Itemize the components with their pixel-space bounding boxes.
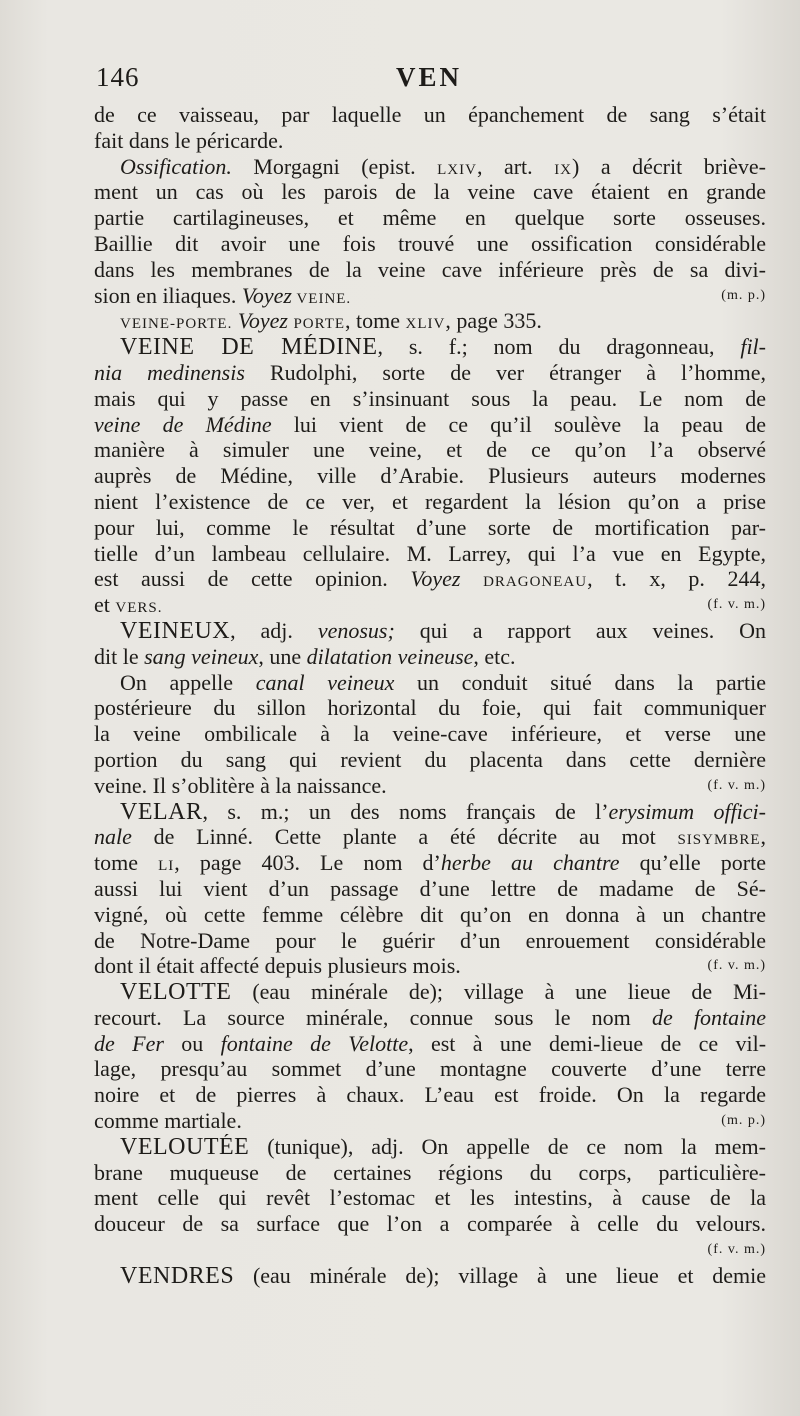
text-line — [94, 154, 766, 180]
text-line — [94, 1263, 766, 1289]
italic-text: de Fer — [94, 1030, 164, 1056]
text-run: On appelle — [120, 669, 256, 695]
text-line — [94, 386, 766, 412]
text-line — [94, 1134, 766, 1160]
text-line — [94, 1185, 766, 1211]
text-run: , une — [258, 643, 307, 669]
text-run: , — [760, 824, 766, 850]
entry-headword: VENDRES — [120, 1262, 235, 1289]
text-line — [94, 618, 766, 644]
text-run: , etc. — [473, 643, 516, 669]
text-run: (eau minérale de); village à une lieue et demie — [234, 1262, 766, 1288]
text-line — [94, 463, 766, 489]
italic-text: fil- — [740, 334, 766, 360]
text-line — [94, 773, 766, 799]
text-line — [94, 1108, 766, 1134]
text-run: lage, presqu’au sommet d’une montagne couverte d’une terre — [94, 1056, 766, 1082]
text-run: , tome — [345, 308, 406, 334]
text-run: fait dans le péricarde. — [94, 127, 284, 153]
italic-text: Ossification. — [120, 153, 232, 179]
author-initials: (f. v. m.) — [707, 777, 766, 793]
text-run: dont il était affecté depuis plusieurs mois. — [94, 953, 461, 979]
text-run: Baillie dit avoir une fois trouvé une ossification considérable — [94, 230, 766, 256]
italic-text: nale — [94, 824, 132, 850]
text-run: Morgagni (epist. — [231, 153, 438, 179]
text-line — [94, 953, 766, 979]
page-header — [96, 62, 768, 102]
text-line — [94, 1031, 766, 1057]
text-run: veine. Il s’oblitère à la naissance. — [94, 772, 387, 798]
text-line — [94, 1056, 766, 1082]
text-run: ment un cas où les parois de la veine cave étaient en grande — [94, 179, 766, 205]
text-line — [94, 334, 766, 360]
text-run: , art. — [476, 153, 555, 179]
entry-headword: VELAR — [120, 798, 203, 825]
text-line — [94, 695, 766, 721]
text-run: , t. x, p. 244, — [587, 566, 766, 592]
author-initials: (f. v. m.) — [707, 597, 766, 613]
text-line — [94, 1005, 766, 1031]
text-run: tielle d’un lambeau cellulaire. M. Larrey, qui l’a vue en Egypte, — [94, 540, 766, 566]
text-line — [94, 566, 766, 592]
text-line — [94, 102, 766, 128]
small-caps-reference: LXIV — [437, 161, 477, 178]
author-initials: (m. p.) — [721, 1113, 766, 1129]
text-run: ) a décrit briève- — [572, 153, 766, 179]
italic-text: herbe au chantre — [440, 850, 620, 876]
italic-text: Voyez — [410, 566, 461, 592]
text-run: un conduit situé dans la partie — [394, 669, 766, 695]
small-caps-reference: VEINE-PORTE. — [120, 316, 233, 333]
text-run: , adj. — [230, 617, 318, 643]
text-run: sion en iliaques. — [94, 282, 242, 308]
text-line — [94, 824, 766, 850]
text-line — [94, 928, 766, 954]
text-line — [94, 515, 766, 541]
italic-text: erysimum offici- — [608, 798, 766, 824]
text-line — [94, 876, 766, 902]
text-run: comme martiale. — [94, 1108, 242, 1134]
text-run: nient l’existence de ce ver, et regardent la lésion qu’on a prise — [94, 488, 766, 514]
text-run: ment celle qui revêt l’estomac et les intestins, à cause de la — [94, 1185, 766, 1211]
text-line — [94, 489, 766, 515]
text-line — [94, 412, 766, 438]
text-run: Rudolphi, sorte de ver étranger à l’homme, — [244, 359, 766, 385]
text-run: mais qui y passe en s’insinuant sous la peau. Le nom de — [94, 385, 766, 411]
text-line — [94, 283, 766, 309]
small-caps-reference: DRAGONEAU — [483, 574, 588, 591]
text-run: (eau minérale de); village à une lieue de Mi- — [231, 979, 766, 1005]
text-line — [94, 437, 766, 463]
small-caps-reference: PORTE — [293, 316, 346, 333]
text-run: de ce vaisseau, par laquelle un épanchement de sang s’était — [94, 102, 766, 127]
small-caps-reference: XLIV — [405, 316, 446, 333]
text-line — [94, 179, 766, 205]
italic-text: de fontaine — [651, 1004, 766, 1030]
italic-text: venosus; — [317, 617, 395, 643]
text-run: vigné, où cette femme célèbre dit qu’on en donna à un chantre — [94, 901, 766, 927]
text-run: est aussi de cette opinion. — [94, 566, 411, 592]
text-line — [94, 670, 766, 696]
entry-headword: VELOUTÉE — [120, 1133, 250, 1160]
text-run: de Linné. Cette plante a été décrite au mot — [131, 824, 678, 850]
text-run: qui a rapport aux veines. On — [394, 617, 766, 643]
text-run: qu’elle porte — [619, 850, 766, 876]
text-run: , s. f.; nom du dragonneau, — [377, 334, 741, 360]
text-line — [94, 205, 766, 231]
author-initials: (m. p.) — [721, 287, 766, 303]
text-run: aussi lui vient d’un passage d’une lettre de madame de Sé- — [94, 875, 766, 901]
text-line — [94, 799, 766, 825]
text-line — [94, 850, 766, 876]
author-initials: (f. v. m.) — [707, 1242, 766, 1258]
text-run — [460, 566, 483, 591]
text-run: auprès de Médine, ville d’Arabie. Plusieurs auteurs modernes — [94, 463, 766, 489]
text-run: , s. m.; un des noms français de l’ — [202, 798, 609, 824]
text-run: dit le — [94, 643, 145, 669]
text-run: postérieure du sillon horizontal du foie, qui fait communiquer — [94, 695, 766, 721]
text-line — [94, 644, 766, 670]
text-run: pour lui, comme le résultat d’une sorte de mortification par- — [94, 514, 766, 540]
text-line — [94, 1237, 766, 1263]
text-line — [94, 979, 766, 1005]
text-run: noire et de pierres à chaux. L’eau est froide. On la regarde — [94, 1082, 766, 1108]
text-run: (tunique), adj. On appelle de ce nom la mem- — [249, 1133, 766, 1159]
entry-headword: VEINE DE MÉDINE — [120, 334, 378, 360]
text-run: de Notre-Dame pour le guérir d’un enrouement considérable — [94, 927, 766, 953]
entry-headword: VELOTTE — [120, 979, 232, 1005]
text-line — [94, 541, 766, 567]
text-run: dans les membranes de la veine cave inférieure près de sa divi- — [94, 256, 766, 282]
text-line — [94, 1160, 766, 1186]
text-line — [94, 308, 766, 334]
text-line — [94, 747, 766, 773]
text-run: douceur de sa surface que l’on a comparée à celle du velours. — [94, 1211, 766, 1237]
text-run: portion du sang qui revient du placenta dans cette dernière — [94, 746, 766, 772]
text-line — [94, 902, 766, 928]
italic-text: dilatation veineuse — [306, 643, 474, 669]
small-caps-reference: IX — [554, 161, 573, 178]
italic-text: Voyez — [241, 282, 292, 308]
text-line — [94, 231, 766, 257]
text-line — [94, 128, 766, 154]
italic-text: sang veineux — [144, 643, 259, 669]
text-line — [94, 592, 766, 618]
text-run: la veine ombilicale à la veine-cave inférieure, et verse une — [94, 721, 766, 747]
small-caps-reference: LI — [158, 858, 175, 875]
dictionary-text — [94, 102, 766, 1289]
text-line — [94, 721, 766, 747]
small-caps-reference: SISYMBRE — [677, 832, 761, 849]
text-run: lui vient de ce qu’il soulève la peau de — [271, 411, 766, 437]
italic-text: canal veineux — [255, 669, 395, 695]
page-number: 146 — [96, 62, 140, 92]
text-run: tome — [94, 850, 159, 876]
text-run: , page 403. Le nom d’ — [174, 850, 441, 876]
text-run: et — [94, 592, 116, 618]
text-run: recourt. La source minérale, connue sous le nom — [94, 1004, 652, 1030]
text-line — [94, 1082, 766, 1108]
italic-text: nia medinensis — [94, 359, 245, 385]
text-run: , est à une demi-lieue de ce vil- — [408, 1030, 766, 1056]
text-line — [94, 257, 766, 283]
text-run: brane muqueuse de certaines régions du corps, particulière- — [94, 1159, 766, 1185]
italic-text: Voyez — [237, 308, 288, 334]
italic-text: veine de Médine — [94, 411, 272, 437]
text-line — [94, 1211, 766, 1237]
entry-headword: VEINEUX — [120, 617, 231, 644]
text-run: partie cartilagineuses, et même en quelque sorte osseuses. — [94, 205, 766, 231]
text-run: , page 335. — [445, 308, 542, 334]
author-initials: (f. v. m.) — [707, 958, 766, 974]
text-run: ou — [163, 1030, 221, 1056]
text-run: manière à simuler une veine, et de ce qu’on l’a observé — [94, 437, 766, 463]
running-head: VEN — [396, 62, 463, 92]
text-line — [94, 360, 766, 386]
small-caps-reference: VEINE. — [291, 290, 352, 307]
italic-text: fontaine de Velotte — [220, 1030, 409, 1056]
small-caps-reference: VERS. — [115, 600, 163, 617]
